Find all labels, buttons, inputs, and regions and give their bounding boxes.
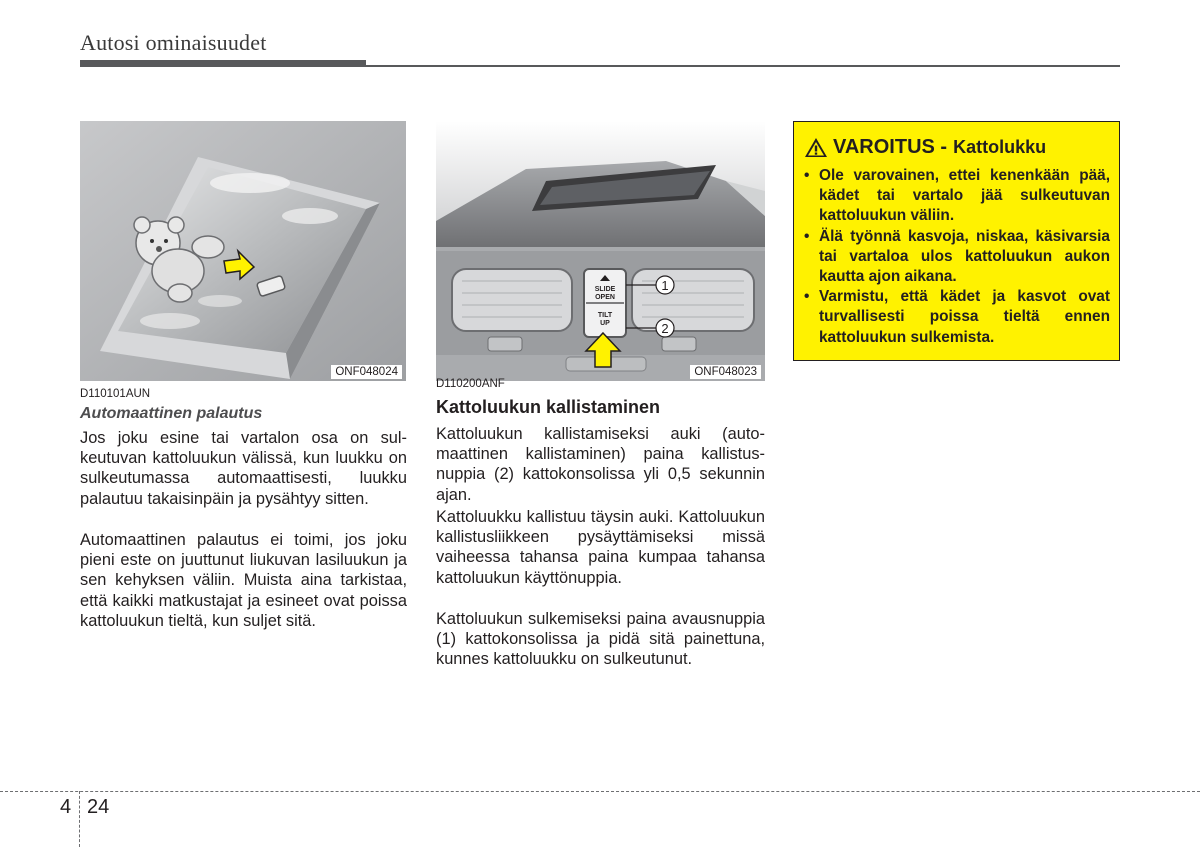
open-label: OPEN [595,294,615,301]
paragraph: Automaattinen palautus ei toimi, jos joku pieni este on juuttunut liukuvan lasiluukun ja sen kehyksen väliin. Muista aina tarkistaa, että kaikki matkustajat ja esineet ovat poissa kattoluukun tieltä, kun suljet sitä. [80,531,407,630]
warning-list [804,166,1110,348]
warning-header [804,136,1046,159]
warning-title-topic: Kattolukku [953,137,1047,157]
page-number: 24 [87,796,110,818]
paragraph: Kattoluukku kallistuu täysin auki. Kattoluukun kallistusliikkeen pysäyttämiseksi missä vaiheessa tahansa paina kumpaa tahansa kattoluukun käyttönuppia. [436,508,765,587]
figure-code: ONF048023 [690,365,761,379]
warning-triangle-icon [804,137,828,158]
sunroof-teddy-illustration [80,121,406,381]
page-header-title: Autosi ominaisuudet [80,30,267,55]
callout-2: 2 [661,321,669,336]
figure-auto-reverse [80,121,406,381]
roof-console-illustration [436,121,765,381]
warning-item-text: Varmistu, että kädet ja kasvot ovat turvallisesti poissa tieltä ennen kattoluukun sulkemista. [819,288,1110,346]
header-rule-thin [366,65,1120,67]
warning-item [804,227,1110,288]
subheading-auto-reverse: Automaattinen palautus [80,405,263,422]
bullet: • [804,227,810,245]
warning-item-text: Älä työnnä kasvoja, niskaa, käsivarsia tai vartaloa ulos kattoluukun aukon kautta ajon aikana. [819,227,1110,286]
callout-1: 1 [661,278,669,293]
warning-item [804,287,1110,348]
warning-item [804,166,1110,227]
bullet: • [804,288,810,306]
heading-tilt: Kattoluukun kallistaminen [436,397,661,417]
figure-code: ONF048024 [331,365,402,379]
footer-rule [0,791,1200,792]
up-label: UP [600,320,610,327]
warning-item-text: Ole varovainen, ettei kenenkään pää, kädet tai vartalo jää sulkeutuvan kattoluukun väliin. [819,167,1110,225]
warning-box [793,121,1120,361]
section-reference: D110101AUN [80,388,151,400]
page-chapter: 4 [60,796,72,818]
footer-divider [79,791,80,847]
paragraph: Kattoluukun kallistamiseksi auki (automaattinen kallistaminen) paina kallistusnuppia (2) kattokonsolissa yli 0,5 sekunnin ajan. [436,425,765,504]
header-rule [80,60,366,67]
paragraph: Jos joku esine tai vartalon osa on sulkeutuvan kattoluukun välissä, kun luukku on sulkeutumassa automaattisesti, luukku palautuu takaisinpäin ja pysähtyy sitten. [80,429,407,508]
paragraph: Kattoluukun sulkemiseksi paina avausnuppia (1) kattokonsolissa ja pidä sitä painettuna, kunnes kattoluukku on sulkeutunut. [436,610,765,669]
slide-label: SLIDE [594,286,616,293]
figure-tilt-control [436,121,765,381]
section-reference: D110200ANF [436,378,505,390]
tilt-label: TILT [597,312,613,319]
bullet: • [804,167,810,184]
warning-title: VAROITUS - [833,136,948,158]
